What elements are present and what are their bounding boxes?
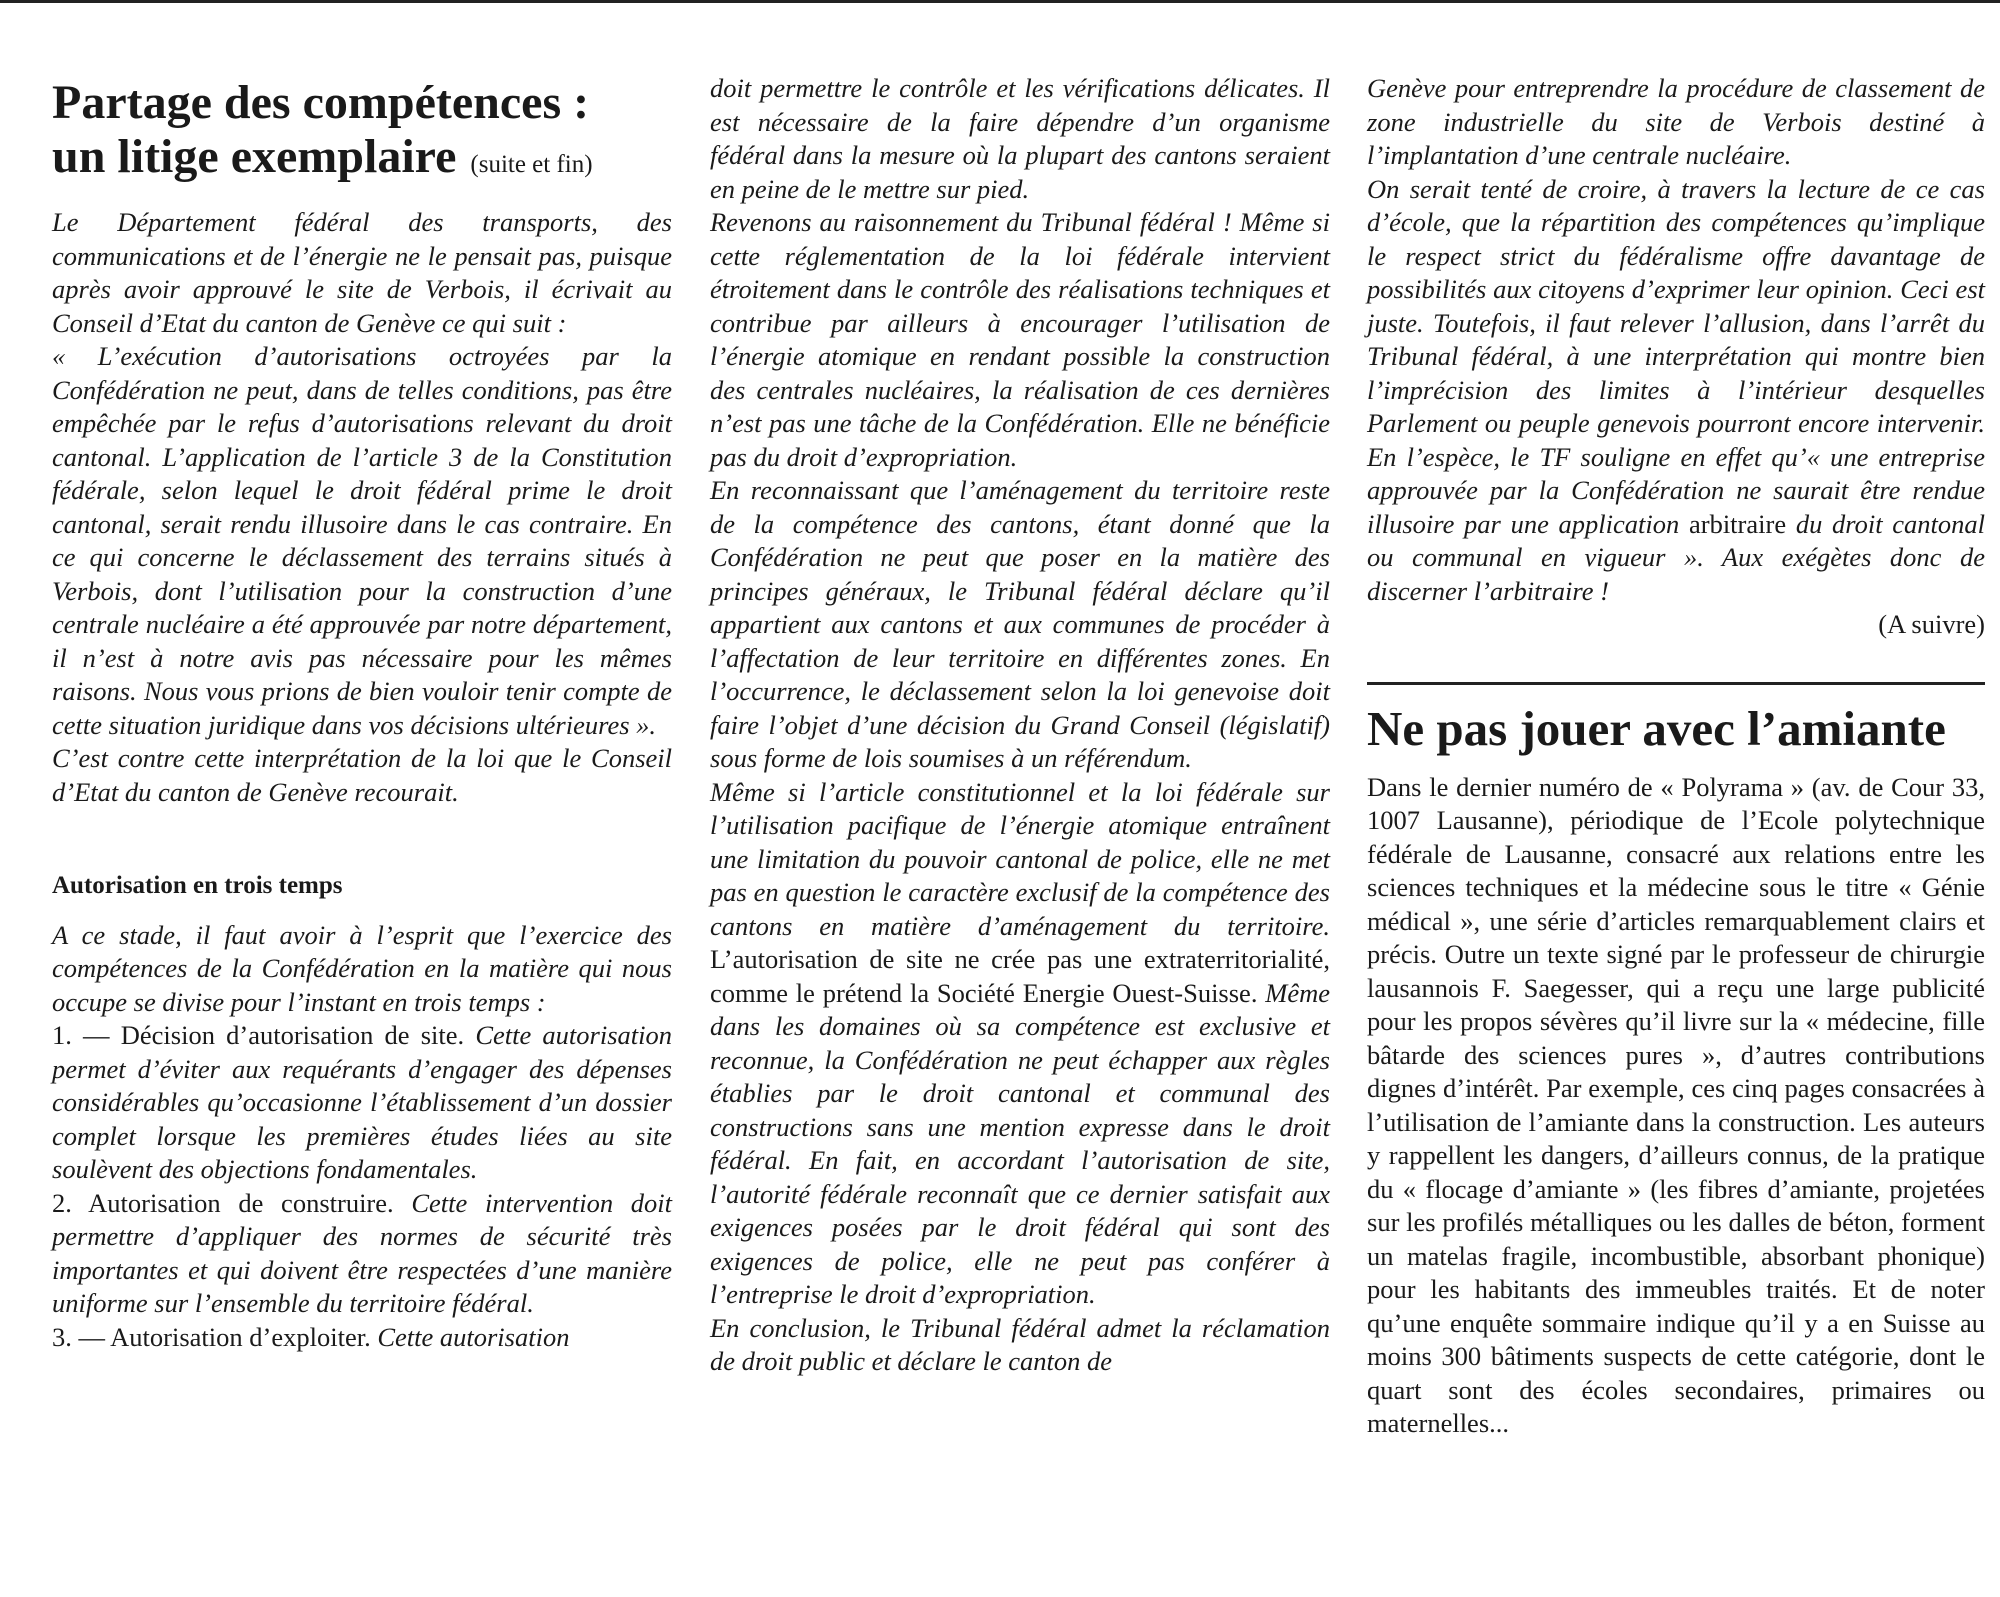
- title-suffix: (suite et fin): [470, 151, 593, 178]
- column-1: [52, 70, 672, 1354]
- article2-body: Dans le dernier numéro de « Polyrama » (av. de Cour 33, 1007 Lausanne), périodique de l’Ecole polytechnique fédérale de Lausanne, consacré aux relations entre les sciences techniques et la médecine sous le titre « Génie médical », une série d’articles remarquablement clairs et précis. Outre un texte signé par le professeur de chirurgie lausannois F. Saegesser, qui a reçu une large publicité pour les propos sévères qu’il livre sur la « médecine, fille bâtarde des sciences pures », d’autres contributions dignes d’intérêt. Par exemple, ces cinq pages consacrées à l’utilisation de l’amiante dans la construction. Les auteurs y rappellent les dangers, d’ailleurs connus, de la pratique du « flocage d’amiante » (les fibres d’amiante, projetées sur les profilés métalliques ou les dalles de béton, forment un matelas fragile, incombustible, absorbant phonique) pour les habitants des immeubles traités. Et de noter qu’une enquête sommaire indique qu’il y a en Suisse au moins 300 bâtiments suspects de cette catégorie, dont le quart sont des écoles secondaires, primaires ou maternelles...: [1367, 771, 1985, 1438]
- title-line-2: un litige exemplaire: [52, 130, 457, 183]
- list-item-3: [52, 1321, 672, 1355]
- paragraph: A ce stade, il faut avoir à l’esprit que l’exercice des compétences de la Confédération en la matière qui nous occupe se divise pour l’instant en trois temps :: [52, 919, 672, 1017]
- text-roman: L’autorisation de site ne crée pas une extraterritorialité, comme le prétend la Société Energie Ouest-Suisse.: [710, 944, 1330, 1008]
- list-item-body: Cette intervention doit permettre d’appliquer des normes de sécurité très importantes et qui doivent être respectées d’une manière uniforme sur l’ensemble du territoire fédéral.: [52, 1187, 673, 1318]
- paragraph: En reconnaissant que l’aménagement du territoire reste de la compétence des cantons, étant donné que la Confédération ne peut que poser en la matière des principes généraux, le Tribunal fédéral déclare qu’il appartient aux cantons et aux communes de procéder à l’affectation de leur territoire en différentes zones. En l’occurrence, le déclassement selon la loi genevoise doit faire l’objet d’une décision du Grand Conseil (législatif) sous forme de lois soumises à un référendum.: [710, 475, 1330, 773]
- paragraph: Revenons au raisonnement du Tribunal fédéral ! Même si cette réglementation de la loi fédérale intervient étroitement dans le contrôle des réalisations techniques et contribue par ailleurs à encourager l’utilisation de l’énergie atomique en rendant possible la construction des centrales nucléaires, la réalisation de ces dernières n’est pas une tâche de la Confédération. Elle ne bénéficie pas du droit d’expropriation.: [710, 207, 1330, 472]
- list-item-heading: 2. Autorisation de construire.: [52, 1187, 394, 1218]
- paragraph: doit permettre le contrôle et les vérifications délicates. Il est nécessaire de la faire dépendre d’un organisme fédéral dans la mesure où la plupart des cantons seraient en peine de le mettre sur pied.: [710, 73, 1330, 204]
- list-item-heading: 3. — Autorisation d’exploiter.: [52, 1321, 371, 1352]
- section-subhead: Autorisation en trois temps: [52, 872, 343, 899]
- list-item-2: [52, 1187, 672, 1321]
- list-item-body: Cette autorisation: [377, 1321, 570, 1352]
- list-item-body: Cette autorisation permet d’éviter aux requérants d’engager des dépenses considérables qu’occasionne l’établissement d’un dossier complet lorsque les premières études liées au site soulèvent des objections fondamentales.: [52, 1020, 672, 1184]
- text-roman: arbitraire: [1688, 508, 1787, 539]
- paragraph: Le Département fédéral des transports, des communications et de l’énergie ne le pensait pas, puisque après avoir approuvé le site de Verbois, il écrivait au Conseil d’Etat du canton de Genève ce qui suit :: [52, 207, 672, 338]
- list-item-heading: 1. — Décision d’autorisation de site.: [52, 1020, 465, 1050]
- article2-title: Ne pas jouer avec l’amiante: [1367, 700, 1946, 756]
- column-3: [1367, 72, 1985, 1441]
- paragraph: Genève pour entreprendre la procédure de classement de zone industrielle du site de Verbois destiné à l’implantation d’une centrale nucléaire.: [1367, 73, 1985, 170]
- text-italic: Même si l’article constitutionnel et la loi fédérale sur l’utilisation pacifique de l’énergie atomique entraînent une limitation du pouvoir cantonal de police, elle ne met pas en question le caractère exclusif de la compétence des cantons en matière d’aménagement du territoire.: [710, 776, 1330, 941]
- paragraph: [710, 776, 1330, 1312]
- top-rule: [0, 0, 2000, 3]
- text-italic: On serait tenté de croire, à travers la lecture de ce cas d’école, que la répartition des compétences qu’implique le respect strict du fédéralisme offre davantage de possibilités aux citoyens d’exprimer leur opinion. Ceci est juste. Toutefois, il faut relever l’allusion, dans l’arrêt du Tribunal fédéral, à une interprétation qui montre bien l’imprécision des limites à l’intérieur desquelles Parlement ou peuple genevois pourront encore intervenir. En l’espèce, le TF souligne en effet qu’« une entreprise approuvée par la Confédération ne saurait être rendue illusoire par une application: [1367, 173, 1985, 539]
- column-2: [710, 72, 1330, 1379]
- article-title: [52, 76, 672, 192]
- text-italic: du droit cantonal ou communal en vigueur ». Aux exégètes donc de discerner l’arbitraire !: [1367, 508, 1986, 606]
- article-divider: [1367, 682, 1985, 685]
- paragraph: [1367, 173, 1985, 609]
- text-italic: Même dans les domaines où sa compétence est exclusive et reconnue, la Confédération ne peut échapper aux règles établies par le droit cantonal et communal des constructions sans une mention expresse dans le droit fédéral. En fait, en accordant l’autorisation de site, l’autorité fédérale reconnaît que ce dernier satisfait aux exigences posées par le droit fédéral qui sont des exigences de police, elle ne peut pas conférer à l’entreprise le droit d’expropriation.: [710, 977, 1331, 1309]
- title-line-1: Partage des compétences :: [52, 76, 590, 129]
- list-item-1: [52, 1019, 672, 1187]
- paragraph: En conclusion, le Tribunal fédéral admet la réclamation de droit public et déclare le canton de: [710, 1312, 1330, 1376]
- to-follow-note: (A suivre): [1878, 609, 1985, 639]
- paragraph-quote: « L’exécution d’autorisations octroyées par la Confédération ne peut, dans de telles conditions, pas être empêchée par le refus d’autorisations relevant du droit cantonal. L’application de l’article 3 de la Constitution fédérale, selon lequel le droit fédéral prime le droit cantonal, serait rendu illusoire dans le cas contraire. En ce qui concerne le déclassement des terrains situés à Verbois, dont l’utilisation pour la construction d’une centrale nucléaire a été approuvée par notre département, il n’est à notre avis pas nécessaire pour les mêmes raisons. Nous vous prions de bien vouloir tenir compte de cette situation juridique dans vos décisions ultérieures ».: [52, 341, 672, 740]
- paragraph: C’est contre cette interprétation de la loi que le Conseil d’Etat du canton de Genève recourait.: [52, 743, 672, 807]
